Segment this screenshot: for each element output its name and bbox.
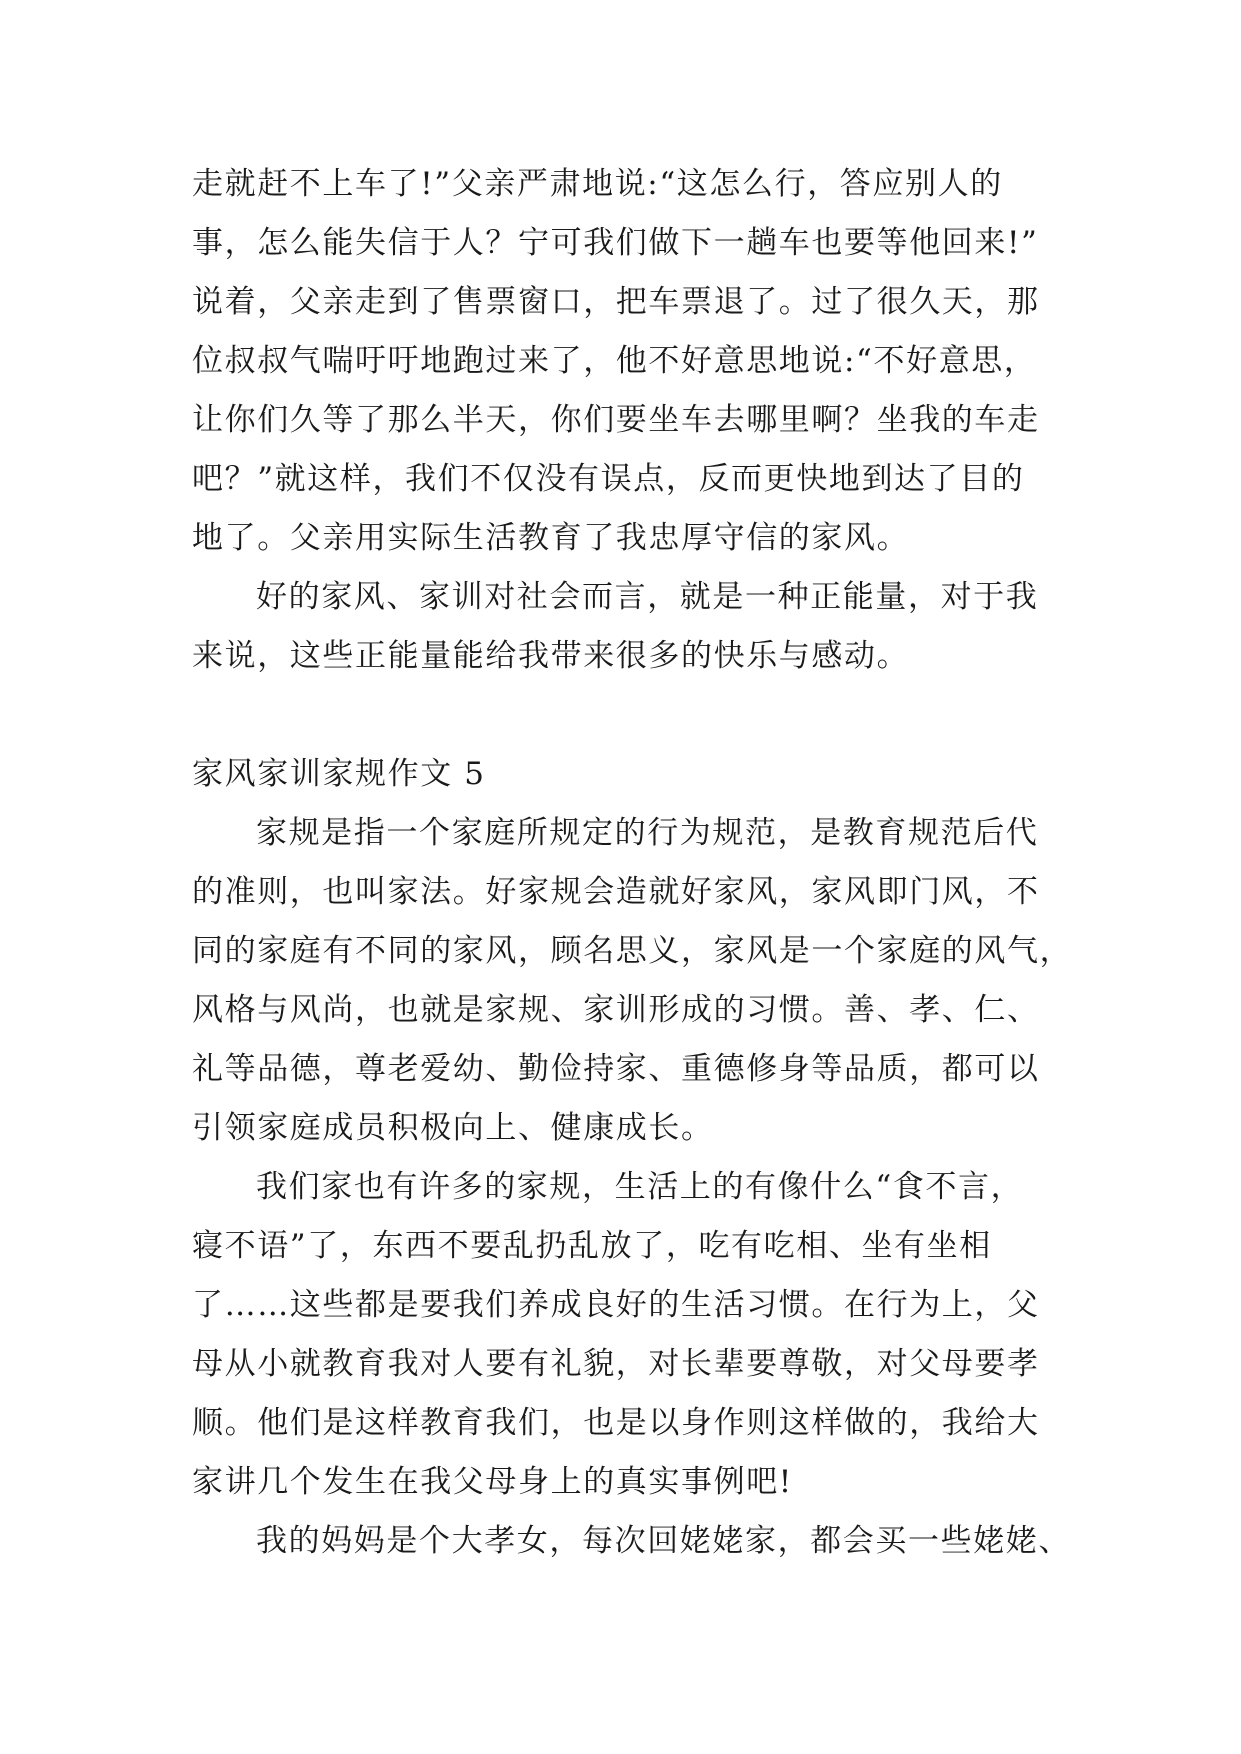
text-line: 寝不语”了，东西不要乱扔乱放了，吃有吃相、坐有坐相 <box>192 1228 992 1264</box>
text-line: 的准则，也叫家法。好家规会造就好家风，家风即门风，不 <box>192 874 1040 910</box>
text-line: 引领家庭成员积极向上、健康成长。 <box>192 1110 714 1146</box>
section-heading: 家风家训家规作文 5 <box>192 756 486 792</box>
text-line: 我们家也有许多的家规，生活上的有像什么“食不言， <box>256 1169 1024 1205</box>
text-line: 事，怎么能失信于人？宁可我们做下一趟车也要等他回来!” <box>192 225 1039 261</box>
text-line: 家规是指一个家庭所规定的行为规范，是教育规范后代 <box>256 815 1039 851</box>
text-line: 好的家风、家训对社会而言，就是一种正能量，对于我 <box>256 579 1039 615</box>
text-line: 吧？”就这样，我们不仅没有误点，反而更快地到达了目的 <box>192 461 1025 497</box>
text-line: 地了。父亲用实际生活教育了我忠厚守信的家风。 <box>192 520 910 556</box>
paragraph-our-family <box>192 1158 1052 1512</box>
text-line: 家讲几个发生在我父母身上的真实事例吧! <box>192 1464 793 1500</box>
text-line: 位叔叔气喘吁吁地跑过来了，他不好意思地说:“不好意思， <box>192 343 1037 379</box>
paragraph-mother <box>192 1512 1071 1571</box>
text-line: 说着，父亲走到了售票窗口，把车票退了。过了很久天，那 <box>192 284 1040 320</box>
text-line: 让你们久等了那么半天，你们要坐车去哪里啊？坐我的车走 <box>192 402 1040 438</box>
text-line: 风格与风尚，也就是家规、家训形成的习惯。善、孝、仁、 <box>192 992 1040 1028</box>
text-line: 我的妈妈是个大孝女，每次回姥姥家，都会买一些姥姥、 <box>256 1523 1071 1559</box>
text-line: 顺。他们是这样教育我们，也是以身作则这样做的，我给大 <box>192 1405 1040 1441</box>
text-line: 同的家庭有不同的家风，顾名思义，家风是一个家庭的风气， <box>192 933 1073 969</box>
text-line: 礼等品德，尊老爱幼、勤俭持家、重德修身等品质，都可以 <box>192 1051 1040 1087</box>
document-body <box>192 155 1073 1571</box>
text-line: 来说，这些正能量能给我带来很多的快乐与感动。 <box>192 638 910 674</box>
text-line: 了……这些都是要我们养成良好的生活习惯。在行为上，父 <box>192 1287 1040 1323</box>
paragraph-family-rules <box>192 804 1073 1158</box>
text-line: 母从小就教育我对人要有礼貌，对长辈要尊敬，对父母要孝 <box>192 1346 1040 1382</box>
paragraph-continuation <box>192 155 1052 568</box>
paragraph-positive-energy <box>192 568 1052 686</box>
section-gap <box>192 686 1052 745</box>
text-line: 走就赶不上车了!”父亲严肃地说:“这怎么行，答应别人的 <box>192 166 1003 202</box>
